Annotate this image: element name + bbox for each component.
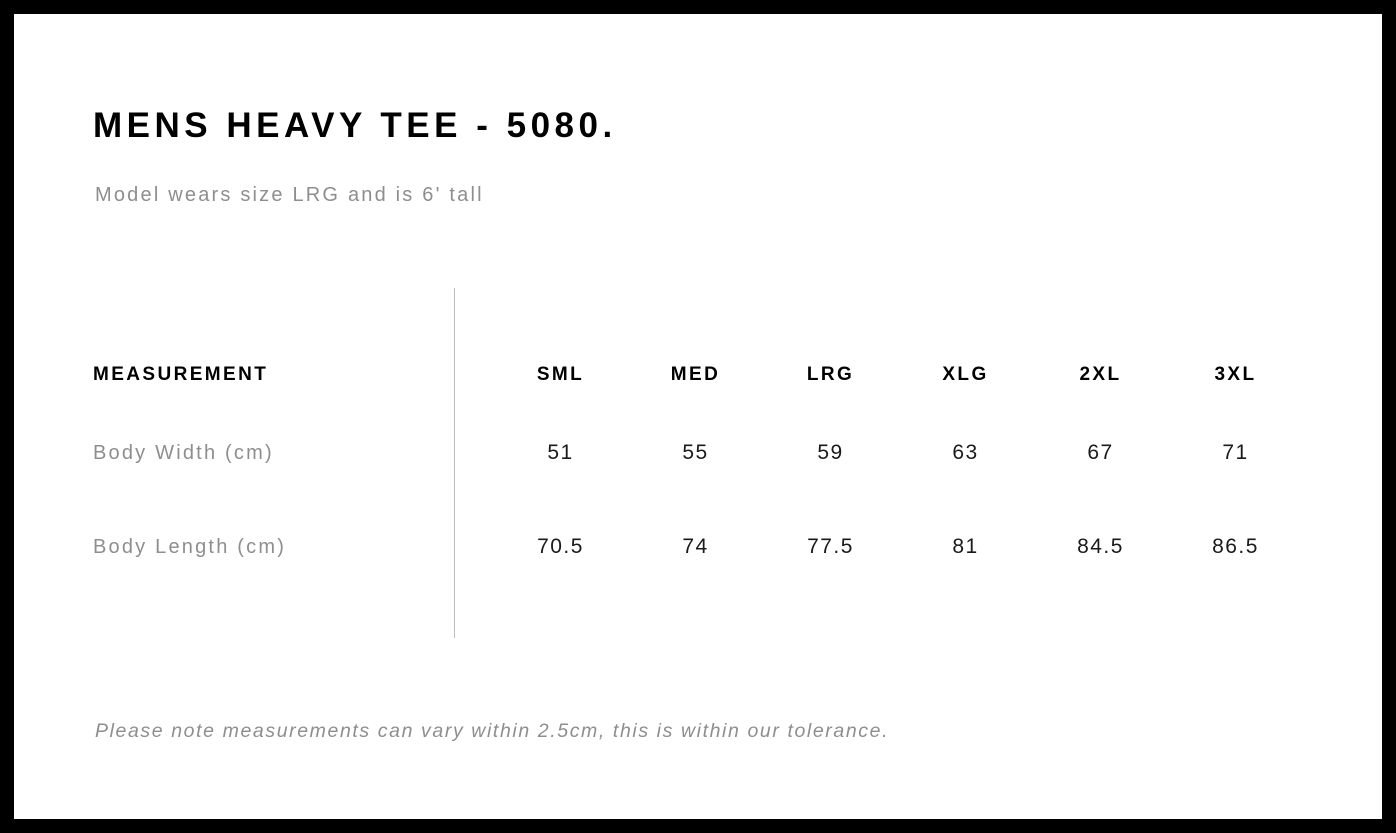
table-cell: 84.5 bbox=[1077, 535, 1124, 558]
size-chart-table bbox=[93, 344, 1303, 594]
table-cell: 77.5 bbox=[807, 535, 854, 558]
table-header-row bbox=[93, 344, 1303, 406]
size-chart-page bbox=[14, 14, 1382, 819]
table-cell: 81 bbox=[952, 535, 979, 558]
table-cell: 51 bbox=[547, 441, 574, 464]
tolerance-note: Please note measurements can vary within 2.5cm, this is within our tolerance. bbox=[95, 720, 890, 742]
table-cell: 59 bbox=[817, 441, 844, 464]
table-cell: 67 bbox=[1087, 441, 1114, 464]
table-row bbox=[93, 406, 1303, 500]
column-header-size: 2XL bbox=[1079, 364, 1122, 385]
model-info-text: Model wears size LRG and is 6' tall bbox=[95, 184, 484, 206]
table-cell: 86.5 bbox=[1212, 535, 1259, 558]
content-area bbox=[93, 14, 1303, 819]
column-header-size: SML bbox=[536, 364, 585, 385]
table-cell: 55 bbox=[682, 441, 709, 464]
column-header-size: LRG bbox=[806, 364, 855, 385]
column-header-measurement: MEASUREMENT bbox=[93, 364, 269, 385]
column-header-size: XLG bbox=[942, 364, 989, 385]
table-cell: 71 bbox=[1222, 441, 1249, 464]
table-row bbox=[93, 500, 1303, 594]
column-header-size: MED bbox=[670, 364, 721, 385]
table-cell: 63 bbox=[952, 441, 979, 464]
row-label: Body Width (cm) bbox=[93, 441, 274, 464]
table-cell: 70.5 bbox=[537, 535, 584, 558]
table-cell: 74 bbox=[682, 535, 709, 558]
row-label: Body Length (cm) bbox=[93, 535, 287, 558]
page-title: MENS HEAVY TEE - 5080. bbox=[93, 106, 617, 145]
column-header-size: 3XL bbox=[1214, 364, 1257, 385]
